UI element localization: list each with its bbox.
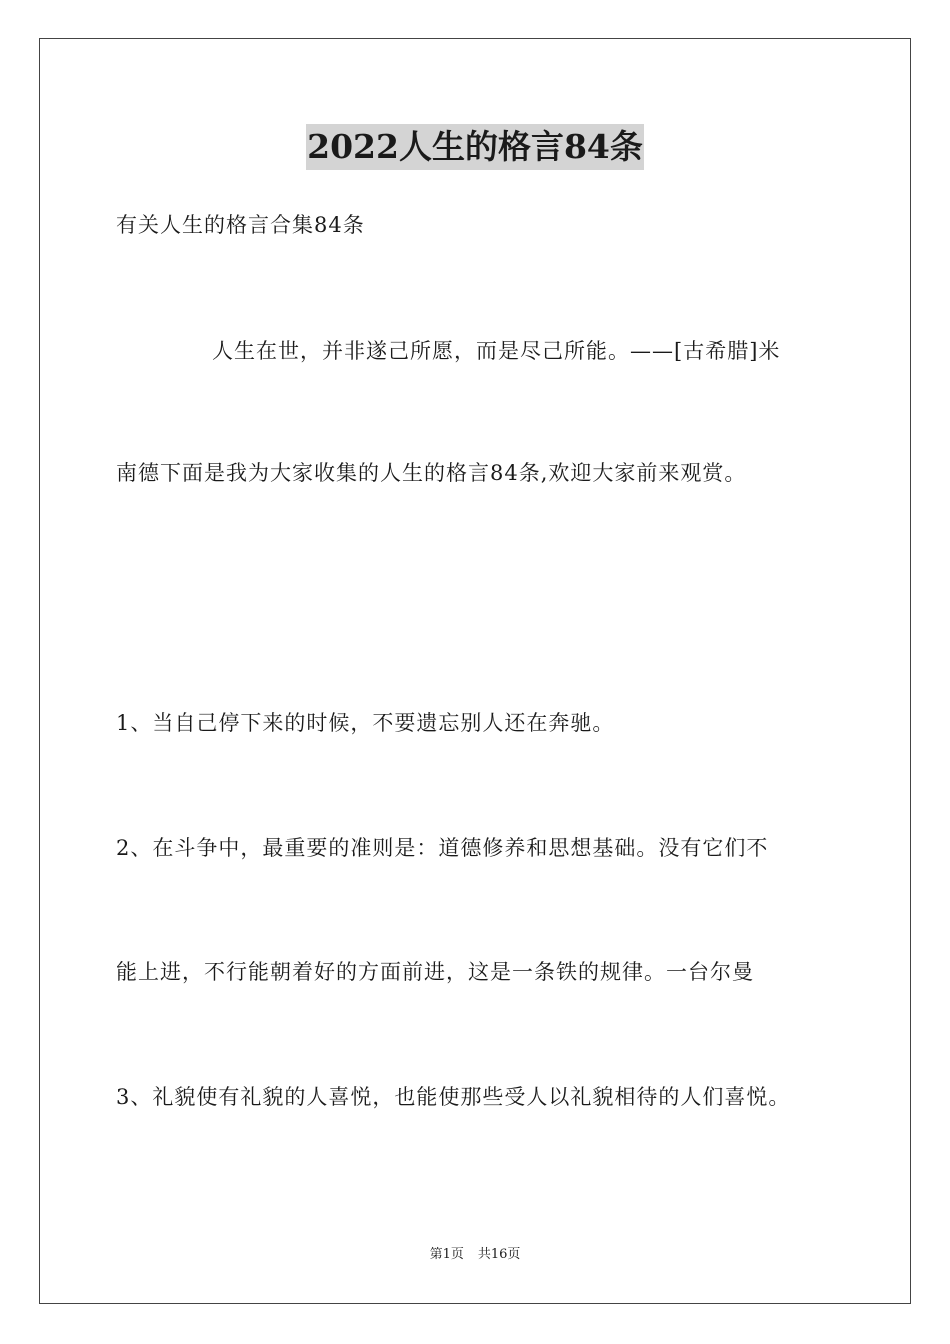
- title-block: [0, 124, 950, 170]
- list-item: 1、当自己停下来的时候，不要遗忘别人还在奔驰。: [116, 711, 615, 735]
- document-subtitle: 有关人生的格言合集84条: [116, 213, 365, 237]
- list-item: 能上进，不行能朝着好的方面前进，这是一条铁的规律。一台尔曼: [116, 960, 754, 984]
- page-number: 第1页: [429, 1247, 464, 1262]
- intro-line-2: 南德下面是我为大家收集的人生的格言84条,欢迎大家前来观赏。: [116, 461, 747, 485]
- list-item: 3、礼貌使有礼貌的人喜悦，也能使那些受人以礼貌相待的人们喜悦。: [116, 1085, 791, 1109]
- page-total: 共16页: [477, 1247, 521, 1262]
- document-title: 2022人生的格言84条: [306, 124, 644, 170]
- intro-line-1: 人生在世，并非遂己所愿，而是尽己所能。——[古希腊]米: [212, 339, 781, 363]
- list-item: 2、在斗争中，最重要的准则是：道德修养和思想基础。没有它们不: [116, 836, 769, 860]
- page-footer: [0, 1246, 950, 1264]
